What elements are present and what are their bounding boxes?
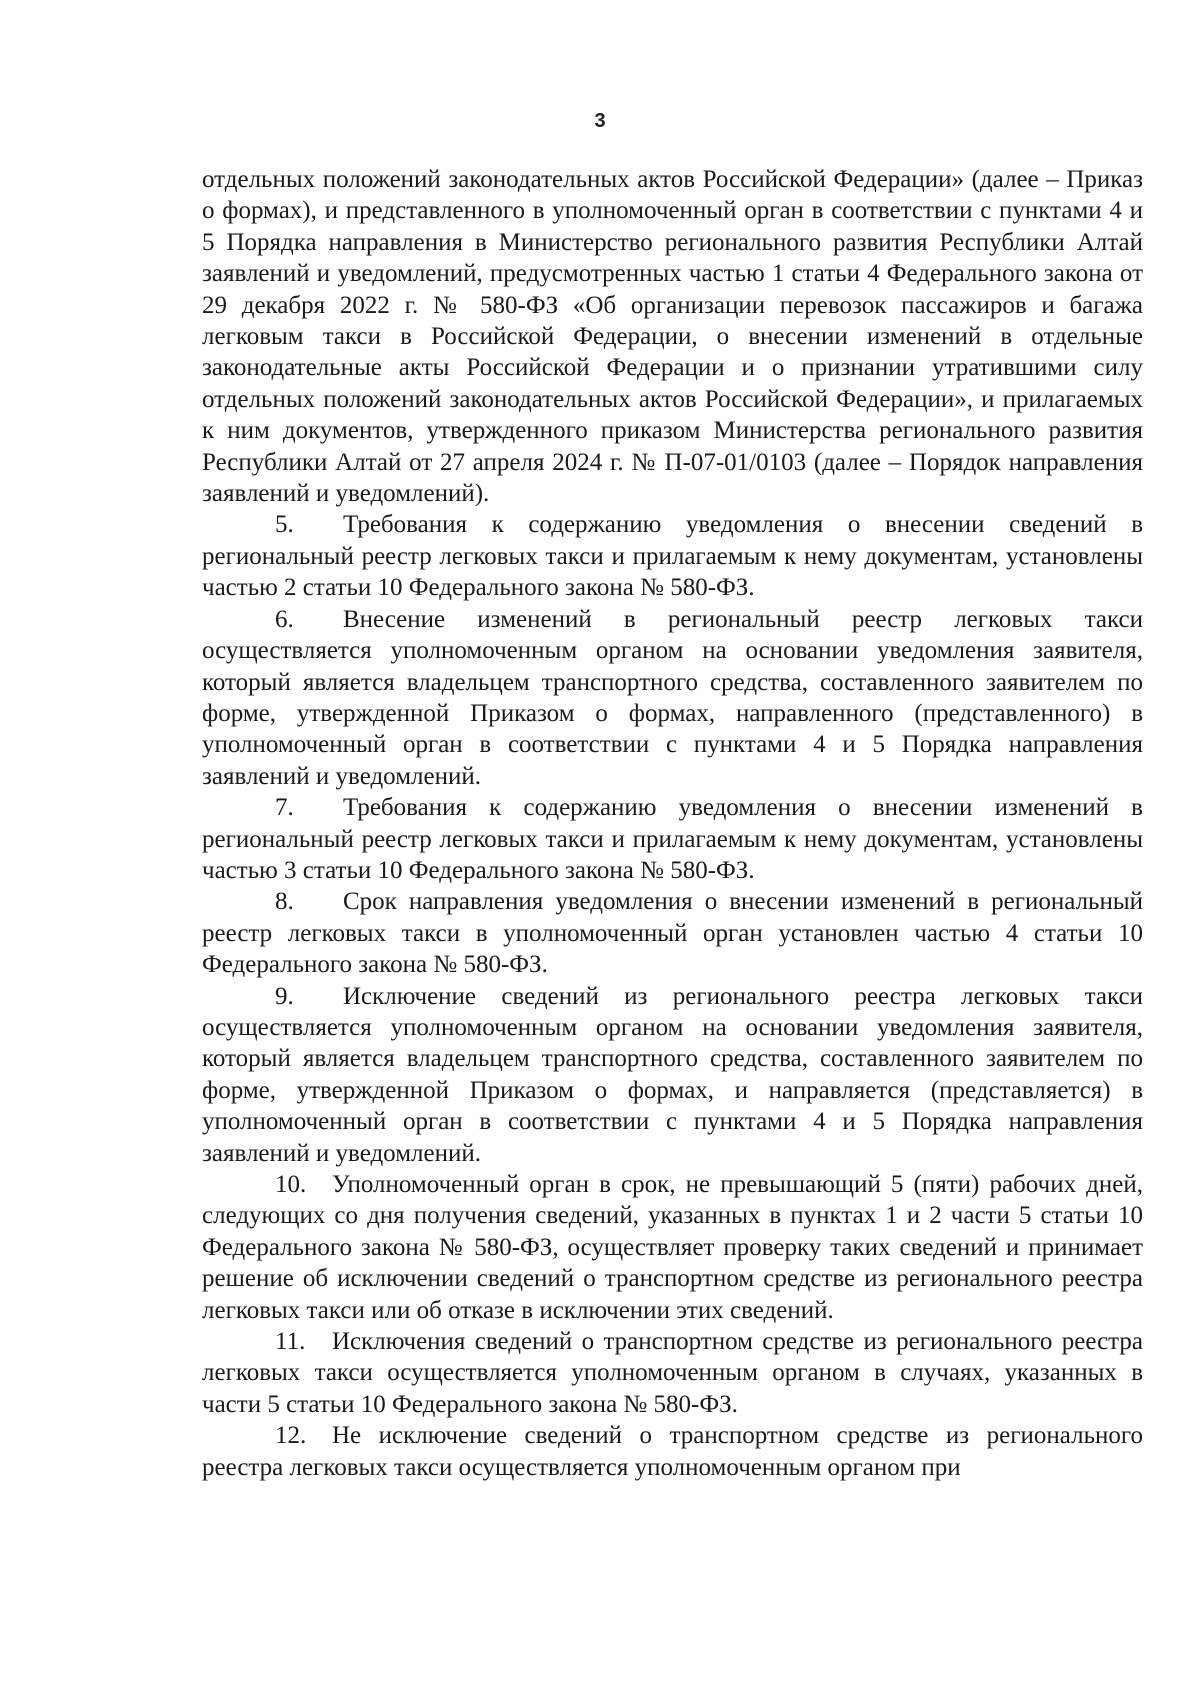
paragraph-number: 8. [275,888,294,916]
paragraph-number: 9. [275,982,294,1010]
page-number: 3 [594,110,606,132]
paragraph-item-8 [202,886,1143,980]
paragraph-item-11 [202,1326,1143,1420]
paragraph-number: 11. [275,1328,306,1356]
document-body [202,164,1143,1483]
paragraph-item-10 [202,1169,1143,1326]
paragraph-number: 10. [275,1171,307,1198]
paragraph-text: Внесение изменений в региональный реестр легковых такси осуществляется уполномоченным органом на основании уведомления заявителя, который является владельцем транспортного средства, составленного заявителем по форме, утвержденной Приказом о формах, направленного (представленного) в уполномоченный орган в соответствии с пунктами 4 и 5 Порядка направления заявлений и уведомлений. [202,605,1143,790]
paragraph-item-12 [202,1420,1143,1483]
paragraph-continuation [202,164,1143,509]
paragraph-text: Исключение сведений из регионального реестра легковых такси осуществляется уполномоченным органом на основании уведомления заявителя, который является владельцем транспортного средства, составленного заявителем по форме, утвержденной Приказом о формах, и направляется (представляется) в уполномоченный орган в соответствии с пунктами 4 и 5 Порядка направления заявлений и уведомлений. [202,982,1143,1167]
paragraph-text: Срок направления уведомления о внесении изменений в региональный реестр легковых такси в уполномоченный орган установлен частью 4 статьи 10 Федерального закона № 580-ФЗ. [202,888,1143,979]
paragraph-number: 5. [275,511,294,539]
paragraph-item-9 [202,981,1143,1169]
paragraph-text: Уполномоченный орган в срок, не превышающий 5 (пяти) рабочих дней, следующих со дня получения сведений, указанных в пунктах 1 и 2 части 5 статьи 10 Федерального закона № 580-ФЗ, осуществляет проверку таких сведений и принимает решение об исключении сведений о транспортном средстве из регионального реестра легковых такси или об отказе в исключении этих сведений. [202,1171,1143,1324]
paragraph-number: 12. [275,1422,307,1450]
paragraph-text: Не исключение сведений о транспортном средстве из регионального реестра легковых такси осуществляется уполномоченным органом при [202,1422,1143,1481]
paragraph-number: 6. [275,605,294,633]
paragraph-text: Требования к содержанию уведомления о внесении сведений в региональный реестр легковых такси и прилагаемым к нему документам, установлены частью 2 статьи 10 Федерального закона № 580-ФЗ. [202,511,1143,602]
paragraph-text: Исключения сведений о транспортном средстве из регионального реестра легковых такси осуществляется уполномоченным органом в случаях, указанных в части 5 статьи 10 Федерального закона № 580-ФЗ. [202,1328,1143,1418]
paragraph-item-5 [202,509,1143,603]
paragraph-text: отдельных положений законодательных актов Российской Федерации» (далее – Приказ о формах), и представленного в уполномоченный орган в соответствии с пунктами 4 и 5 Порядка направления в Министерство регионального развития Республики Алтай заявлений и уведомлений, предусмотренных частью 1 статьи 4 Федерального закона от 29 декабря 2022 г. № 580-ФЗ «Об организации перевозок пассажиров и багажа легковым такси в Российской Федерации, о внесении изменений в отдельные законодательные акты Российской Федерации и о признании утратившими силу отдельных положений законодательных актов Российской Федерации», и прилагаемых к ним документов, утвержденного приказом Министерства регионального развития Республики Алтай от 27 апреля 2024 г. № П-07-01/0103 (далее – Порядок направления заявлений и уведомлений). [202,166,1143,508]
paragraph-item-7 [202,792,1143,886]
paragraph-text: Требования к содержанию уведомления о внесении изменений в региональный реестр легковых такси и прилагаемым к нему документам, установлены частью 3 статьи 10 Федерального закона № 580-ФЗ. [202,794,1143,884]
paragraph-number: 7. [275,794,294,822]
paragraph-item-6 [202,604,1143,792]
